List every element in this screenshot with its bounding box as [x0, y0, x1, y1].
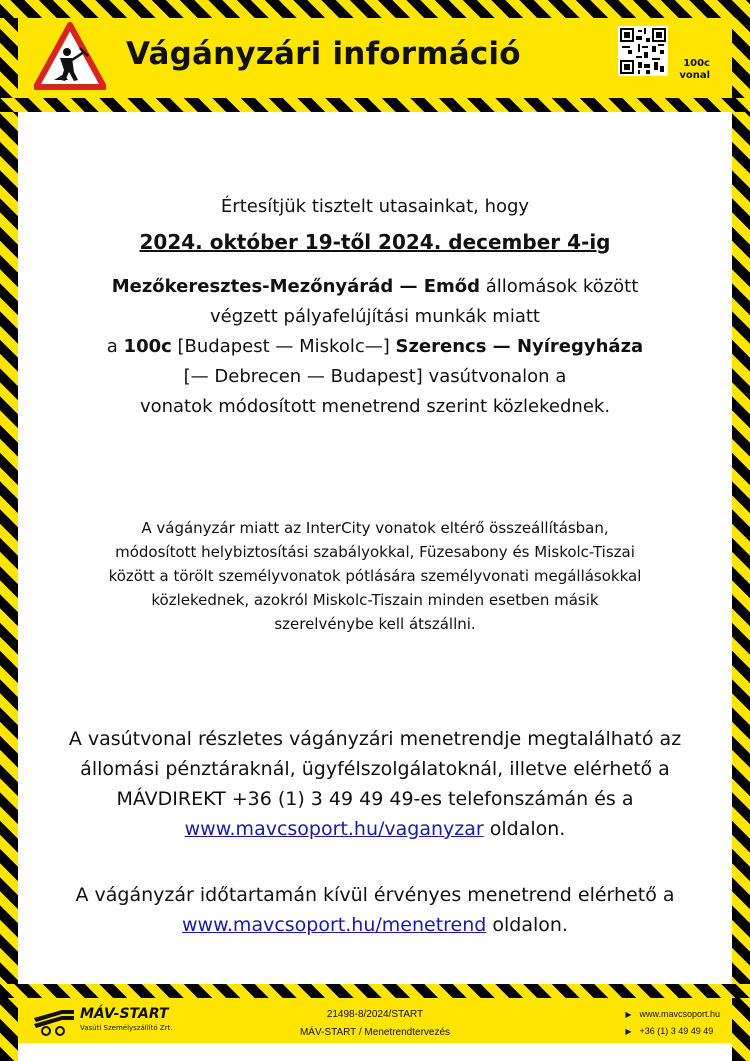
- contact-info: [625, 1006, 720, 1040]
- notice-info-timetable: A vágányzár időtartamán kívül érvényes menetrend elérhető a www.mavcsoport.hu/menetrend oldalon.: [75, 884, 675, 936]
- affected-section: Mezőkeresztes-Mezőnyárád — Emőd: [111, 276, 481, 297]
- hazard-stripe-right: [732, 0, 750, 1061]
- notice-body: [18, 112, 732, 984]
- line-word: vonal: [679, 70, 710, 81]
- line-number: 100c: [683, 58, 710, 69]
- reference-number: 21498-8/2024/START: [326, 1009, 424, 1020]
- arrow-right-icon: ▶: [625, 1027, 632, 1036]
- notice-dates: 2024. október 19-től 2024. december 4-ig: [139, 230, 611, 254]
- notice-info: A vasútvonal részletes vágányzári menetrendje megtalálható az állomási pénztáraknál, ügyfélszolgálatoknál, illetve elérhető a MÁVDIREKT +36 (1) 3 49 49 49-es telefonszámán és a www.mavcsoport.hu/vaganyzar oldalon.: [68, 728, 682, 840]
- hazard-stripe-top: [0, 0, 750, 18]
- arrow-right-icon: ▶: [625, 1010, 632, 1019]
- menetrend-link[interactable]: www.mavcsoport.hu/menetrend: [182, 914, 487, 936]
- vaganyzar-link[interactable]: www.mavcsoport.hu/vaganyzar: [184, 818, 484, 840]
- hazard-stripe-mid: [0, 98, 750, 112]
- notice-intro: Értesítjük tisztelt utasainkat, hogy: [220, 196, 530, 217]
- hazard-stripe-bottom: [0, 984, 750, 998]
- contact-web[interactable]: www.mavcsoport.hu: [639, 1009, 720, 1019]
- logo-name: MÁV-START: [80, 1006, 169, 1022]
- footer-bar: [18, 998, 732, 1043]
- header-banner: [18, 18, 732, 98]
- qr-code-icon[interactable]: [618, 26, 668, 76]
- line-number-inline: 100c: [123, 336, 172, 357]
- affected-route: Szerencs — Nyíregyháza: [395, 336, 644, 357]
- page-title: Vágányzári információ: [126, 36, 521, 72]
- notice-main: Mezőkeresztes-Mezőnyárád — Emőd állomások között végzett pályafelújítási munkák miatt a 100c [Budapest — Miskolc—] Szerencs — Nyíregyháza [— Debrecen — Budapest] vasútvonalon a vonatok módosított menetrend szerint közlekednek.: [106, 276, 644, 417]
- contact-phone: +36 (1) 3 49 49 49: [639, 1026, 714, 1036]
- warning-roadwork-icon: [34, 22, 106, 90]
- notice-detail: A vágányzár miatt az InterCity vonatok eltérő összeállításban, módosított helybiztosítási szabályokkal, Füzesabony és Miskolc-Tiszai között a törölt személyvonatok pótlására személyvonati megállásokkal közlekednek, azokról Miskolc-Tiszain minden esetben másik szerelvénybe kell átszállni.: [108, 519, 642, 633]
- logo-subtitle: Vasúti Személyszállító Zrt.: [80, 1024, 173, 1032]
- line-label: [670, 58, 710, 82]
- hazard-stripe-left: [0, 0, 18, 1061]
- reference-department: MÁV-START / Menetrendtervezés: [299, 1027, 451, 1038]
